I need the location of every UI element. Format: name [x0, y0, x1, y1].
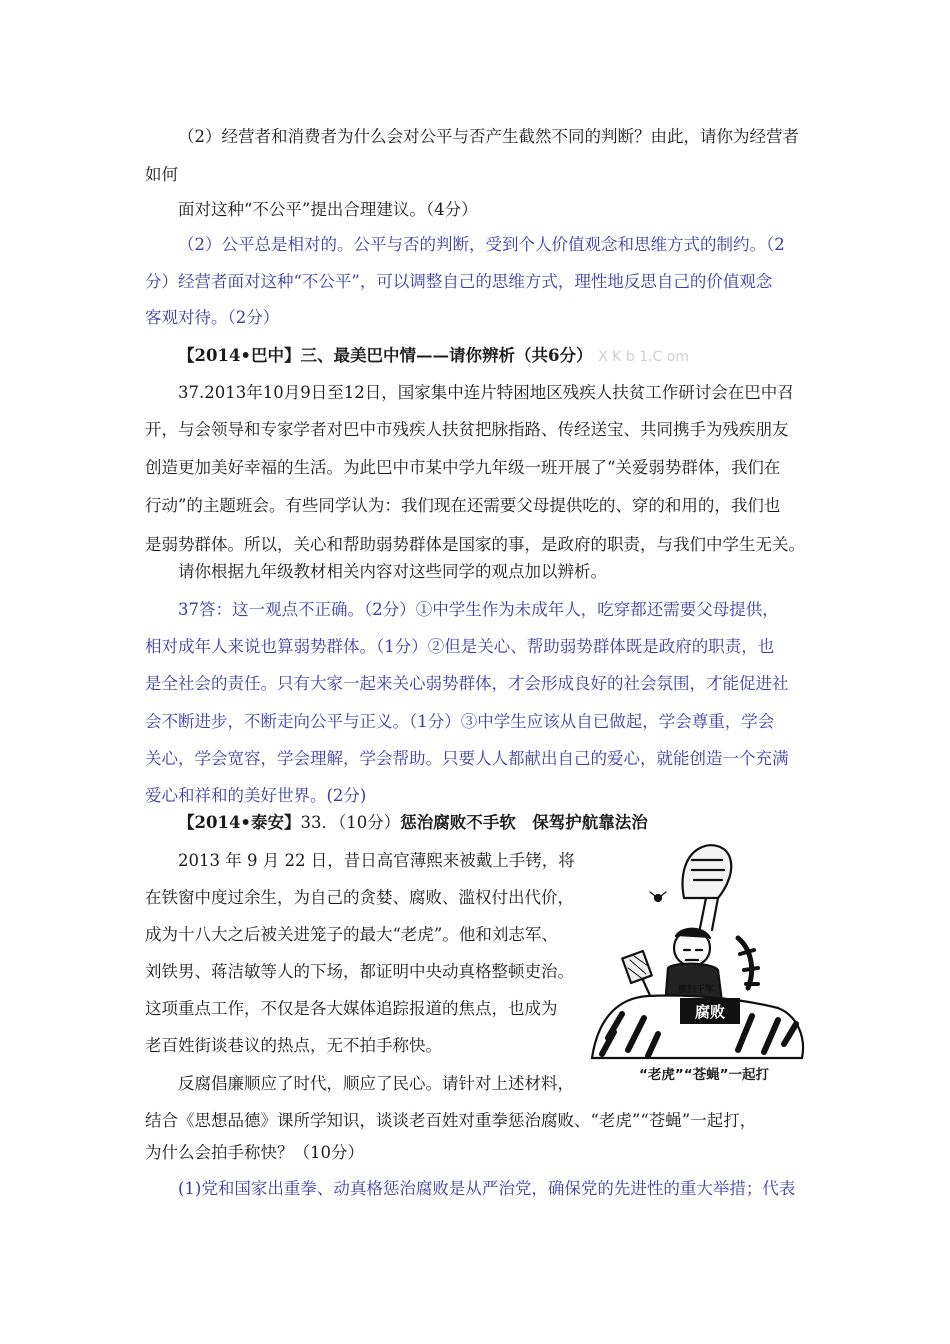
- text-line: （2）经营者和消费者为什么会对公平与否产生截然不同的判断？由此，请你为经营者: [178, 127, 799, 146]
- heading-prefix: 【2014•泰安】: [178, 813, 301, 832]
- answer-line: 会不断进步，不断走向公平与正义。（1分）③中学生应该从自已做起，学会尊重，学会: [145, 712, 775, 731]
- text-line: 成为十八大之后被关进笼子的最大“老虎”。他和刘志军、: [145, 925, 558, 944]
- answer-line: 爱心和祥和的美好世界。(2分): [145, 786, 367, 805]
- text-line: 反腐倡廉顺应了时代，顺应了民心。请针对上述材料，: [178, 1074, 574, 1093]
- section-heading-bazhong: [178, 344, 689, 369]
- text-line: 2013 年 9 月 22 日，昔日高官薄熙来被戴上手铐，将: [178, 851, 575, 870]
- answer-line: 关心，学会宽容，学会理解，学会帮助。只要人人都献出自己的爱心，就能创造一个充满: [145, 749, 789, 768]
- text-line: 结合《思想品德》课所学知识，谈谈老百姓对重拳惩治腐败、“老虎”“苍蝇”一起打，: [145, 1111, 757, 1130]
- heading-title: 惩治腐败不手软 保驾护航靠法治: [400, 813, 648, 832]
- section-heading-taian: [178, 811, 648, 835]
- text-line: 开，与会领导和专家学者对巴中市残疾人扶贫把脉指路、传经送宝、共同携手为残疾朋友: [145, 420, 789, 439]
- text-line: 这项重点工作，不仅是各大媒体追踪报道的焦点，也成为: [145, 999, 558, 1018]
- text-line: 老百姓街谈巷议的热点，无不拍手称快。: [145, 1036, 442, 1055]
- text-line: 是弱势群体。所以，关心和帮助弱势群体是国家的事，是政府的职责，与我们中学生无关。: [145, 535, 805, 554]
- answer-line: （2）公平总是相对的。公平与否的判断，受到个人价值观念和思维方式的制约。（2: [178, 235, 785, 254]
- answer-line: 相对成年人来说也算弱势群体。（1分）②但是关心、帮助弱势群体既是政府的职责，也: [145, 637, 775, 656]
- answer-line: 分）经营者面对这种“不公平”，可以调整自己的思维方式，理性地反思自己的价值观念: [145, 272, 773, 291]
- answer-line: 是全社会的责任。只有大家一起来关心弱势群体，才会形成良好的社会氛围，才能促进社: [145, 674, 789, 693]
- watermark-text: X K b 1.C om: [598, 349, 689, 365]
- text-line: 为什么会拍手称快？（10分）: [145, 1143, 364, 1162]
- text-line: 在铁窗中度过余生，为自己的贪婪、腐败、滥权付出代价，: [145, 888, 574, 907]
- anti-corruption-cartoon: [588, 838, 810, 1064]
- text-line: 刘铁男、蒋洁敏等人的下场，都证明中央动真格整顿吏治。: [145, 962, 574, 981]
- answer-line: 37答：这一观点不正确。（2分）①中学生作为未成年人，吃穿都还需要父母提供，: [178, 600, 779, 619]
- banner-text: 横扫千军: [677, 985, 715, 995]
- answer-line: (1)党和国家出重拳、动真格惩治腐败是从严治党，确保党的先进性的重大举措；代表: [178, 1179, 796, 1198]
- text-line: 面对这种“不公平”提出合理建议。（4分）: [178, 200, 478, 219]
- cartoon-caption: “老虎”“苍蝇”一起打: [639, 1067, 769, 1083]
- text-line: 创造更加美好幸福的生活。为此巴中市某中学九年级一班开展了“关爱弱势群体，我们在: [145, 458, 781, 477]
- armband-text: 腐败: [694, 1003, 726, 1021]
- heading-question-number: 33．（10分）: [300, 813, 401, 832]
- text-line: 请你根据九年级教材相关内容对这些同学的观点加以辨析。: [178, 562, 607, 581]
- section-heading-text: 【2014•巴中】三、最美巴中情——请你辨析（共6分）: [178, 346, 593, 365]
- answer-line: 客观对待。（2分）: [145, 308, 280, 327]
- text-line: 行动”的主题班会。有些同学认为：我们现在还需要父母提供吃的、穿的和用的，我们也: [145, 496, 781, 515]
- text-line: 如何: [145, 165, 178, 184]
- text-line: 37.2013年10月9日至12日，国家集中连片特困地区残疾人扶贫工作研讨会在巴中召: [178, 383, 794, 402]
